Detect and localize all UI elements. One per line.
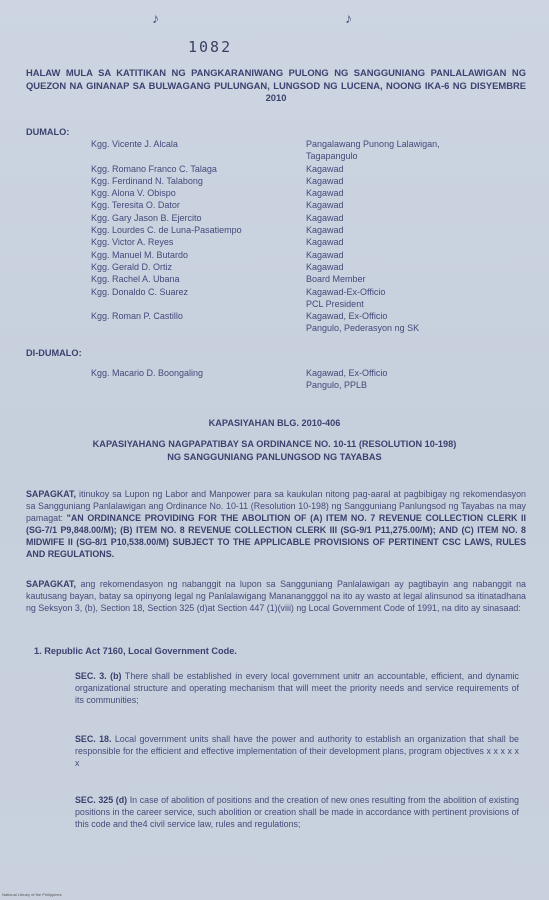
scan-footer: National Library of the Philippines <box>2 892 62 897</box>
resolution-title-line2: NG SANGGUNIANG PANLUNGSOD NG TAYABAS <box>167 452 382 462</box>
ink-mark: ♪ <box>152 10 159 26</box>
attendee-role: Pangalawang Punong Lalawigan, <box>306 139 440 149</box>
attendee-name: Kgg. Victor A. Reyes <box>91 237 174 248</box>
attendee-role: Kagawad <box>306 249 344 260</box>
attendee-name <box>91 298 242 310</box>
attendee-role: Kagawad <box>306 212 344 223</box>
attendee-name: Kgg. Ferdinand N. Talabong <box>91 175 203 186</box>
section-lead: SEC. 18. <box>75 734 112 744</box>
attendee-role: Kagawad <box>306 175 344 186</box>
whereas-text: ang rekomendasyon ng nabanggit na lupon sa Sangguniang Panlalawigan ay pagtibayin ang nabanggit na kautusang bayan, batay sa opinyong legal ng Panlalawigang Mananangggol na ito ay wasto at legal alinsunod sa itinatadhana ng Seksyon 3, (b), Section 18, Section 325 (d)at Section 447 (1)(viii) ng Local Government Code of 1991, na dito ay sinasaad: <box>26 579 526 613</box>
section-18 <box>75 733 519 769</box>
present-names <box>91 138 242 322</box>
section-3b <box>75 670 519 706</box>
attendee-name: Kgg. Gerald D. Ortiz <box>91 261 173 272</box>
attendee-role: Kagawad <box>306 261 344 272</box>
section-lead: SEC. 3. (b) <box>75 671 122 681</box>
attendee-name: Kgg. Gary Jason B. Ejercito <box>91 212 202 223</box>
whereas-lead: SAPAGKAT, <box>26 579 76 589</box>
attendee-role: PCL President <box>306 298 364 309</box>
attendee-name: Kgg. Lourdes C. de Luna-Pasatiempo <box>91 225 242 236</box>
present-roles <box>306 138 440 335</box>
attendee-name <box>91 150 242 162</box>
attendee-role: Kagawad <box>306 225 344 236</box>
absentee-role: Pangulo, PPLB <box>306 380 368 391</box>
section-325d <box>75 794 519 830</box>
absentee-role: Kagawad, Ex-Officio <box>306 368 388 378</box>
whereas-text: itinukoy sa Lupon ng Labor and Manpower para sa kaukulan nitong pag-aaral at pagbibigay ng rekomendasyon sa Sangguniang Panlalawigan ang Ordinance No. 10-11 (Resolution 10-198) ng Sangguniang Panlungsod ng Tayabas na may pamagat: <box>26 489 526 523</box>
attendee-name: Kgg. Alona V. Obispo <box>91 188 176 199</box>
attendee-name: Kgg. Romano Franco C. Talaga <box>91 163 217 174</box>
whereas-paragraph-2 <box>26 578 526 614</box>
absentee-name: Kgg. Macario D. Boongaling <box>91 368 204 378</box>
attendee-role: Board Member <box>306 274 366 285</box>
whereas-lead: SAPAGKAT, <box>26 489 76 499</box>
absent-roles <box>306 367 387 392</box>
attendee-name: Kgg. Manuel M. Butardo <box>91 249 189 260</box>
attendee-role: Pangulo, Pederasyon ng SK <box>306 323 420 334</box>
attendee-name: Kgg. Vicente J. Alcala <box>91 139 178 149</box>
attendee-name: Kgg. Rachel A. Ubana <box>91 274 180 285</box>
ordinance-title: "AN ORDINANCE PROVIDING FOR THE ABOLITION OF (A) ITEM NO. 7 REVENUE COLLECTION CLERK II (SG-7/1 P9,848.00/M); (B) ITEM NO. 8 REVENUE COLLECTION CLERK III (SG-9/1 P11,275.00/M); AND (C) ITEM NO. 8 MIDWIFE II (SG-8/1 P10,538.00/M) SUBJECT TO THE APPLICABLE PROVISIONS OF PERTINENT CSC LAWS, RULES AND REGULATIONS. <box>26 513 526 559</box>
attendee-role: Tagapangulo <box>306 151 358 162</box>
resolution-title-line1: KAPASIYAHANG NAGPAPATIBAY SA ORDINANCE NO. 10-11 (RESOLUTION 10-198) <box>92 439 457 449</box>
numbered-item-1: 1. Republic Act 7160, Local Government Code. <box>34 646 237 656</box>
attendee-role: Kagawad <box>306 188 344 199</box>
attendee-role: Kagawad <box>306 163 344 174</box>
section-text: In case of abolition of positions and the creation of new ones resulting from the abolition of existing positions in the career service, such abolition or creation shall be made in accordance with pertinent provisions of this code and the4 civil service law, rules and regulations; <box>75 795 519 829</box>
resolution-number: KAPASIYAHAN BLG. 2010-406 <box>208 418 341 428</box>
ink-mark: ♪ <box>345 10 352 26</box>
section-text: Local government units shall have the power and authority to establish an organization that shall be responsible for the efficient and effective implementation of their development plans, program objectives x x x x x x <box>75 734 519 768</box>
section-lead: SEC. 325 (d) <box>75 795 128 805</box>
attendee-role: Kagawad, Ex-Officio <box>306 311 388 322</box>
document-header: HALAW MULA SA KATITIKAN NG PANGKARANIWANG PULONG NG SANGGUNIANG PANLALAWIGAN NG QUEZON NA GINANAP SA BULWAGANG PULUNGAN, LUNGSOD NG LUCENA, NOONG IKA-6 NG DISYEMBRE 2010 <box>26 67 526 103</box>
present-label: DUMALO: <box>26 127 70 137</box>
page-number: 1082 <box>188 38 233 56</box>
attendee-role: Kagawad <box>306 200 344 211</box>
attendee-role: Kagawad-Ex-Officio <box>306 286 386 297</box>
absent-names <box>91 367 203 379</box>
attendee-role: Kagawad <box>306 237 344 248</box>
attendee-name: Kgg. Roman P. Castillo <box>91 311 183 322</box>
attendee-name: Kgg. Teresita O. Dator <box>91 200 180 211</box>
attendee-name: Kgg. Donaldo C. Suarez <box>91 286 189 297</box>
section-text: There shall be established in every local government unitr an accountable, efficient, and dynamic organizational structure and operating mechanism that will meet the priority needs and service requirements of its communities; <box>75 671 519 705</box>
whereas-paragraph-1 <box>26 488 526 560</box>
absent-label: DI-DUMALO: <box>26 348 82 358</box>
